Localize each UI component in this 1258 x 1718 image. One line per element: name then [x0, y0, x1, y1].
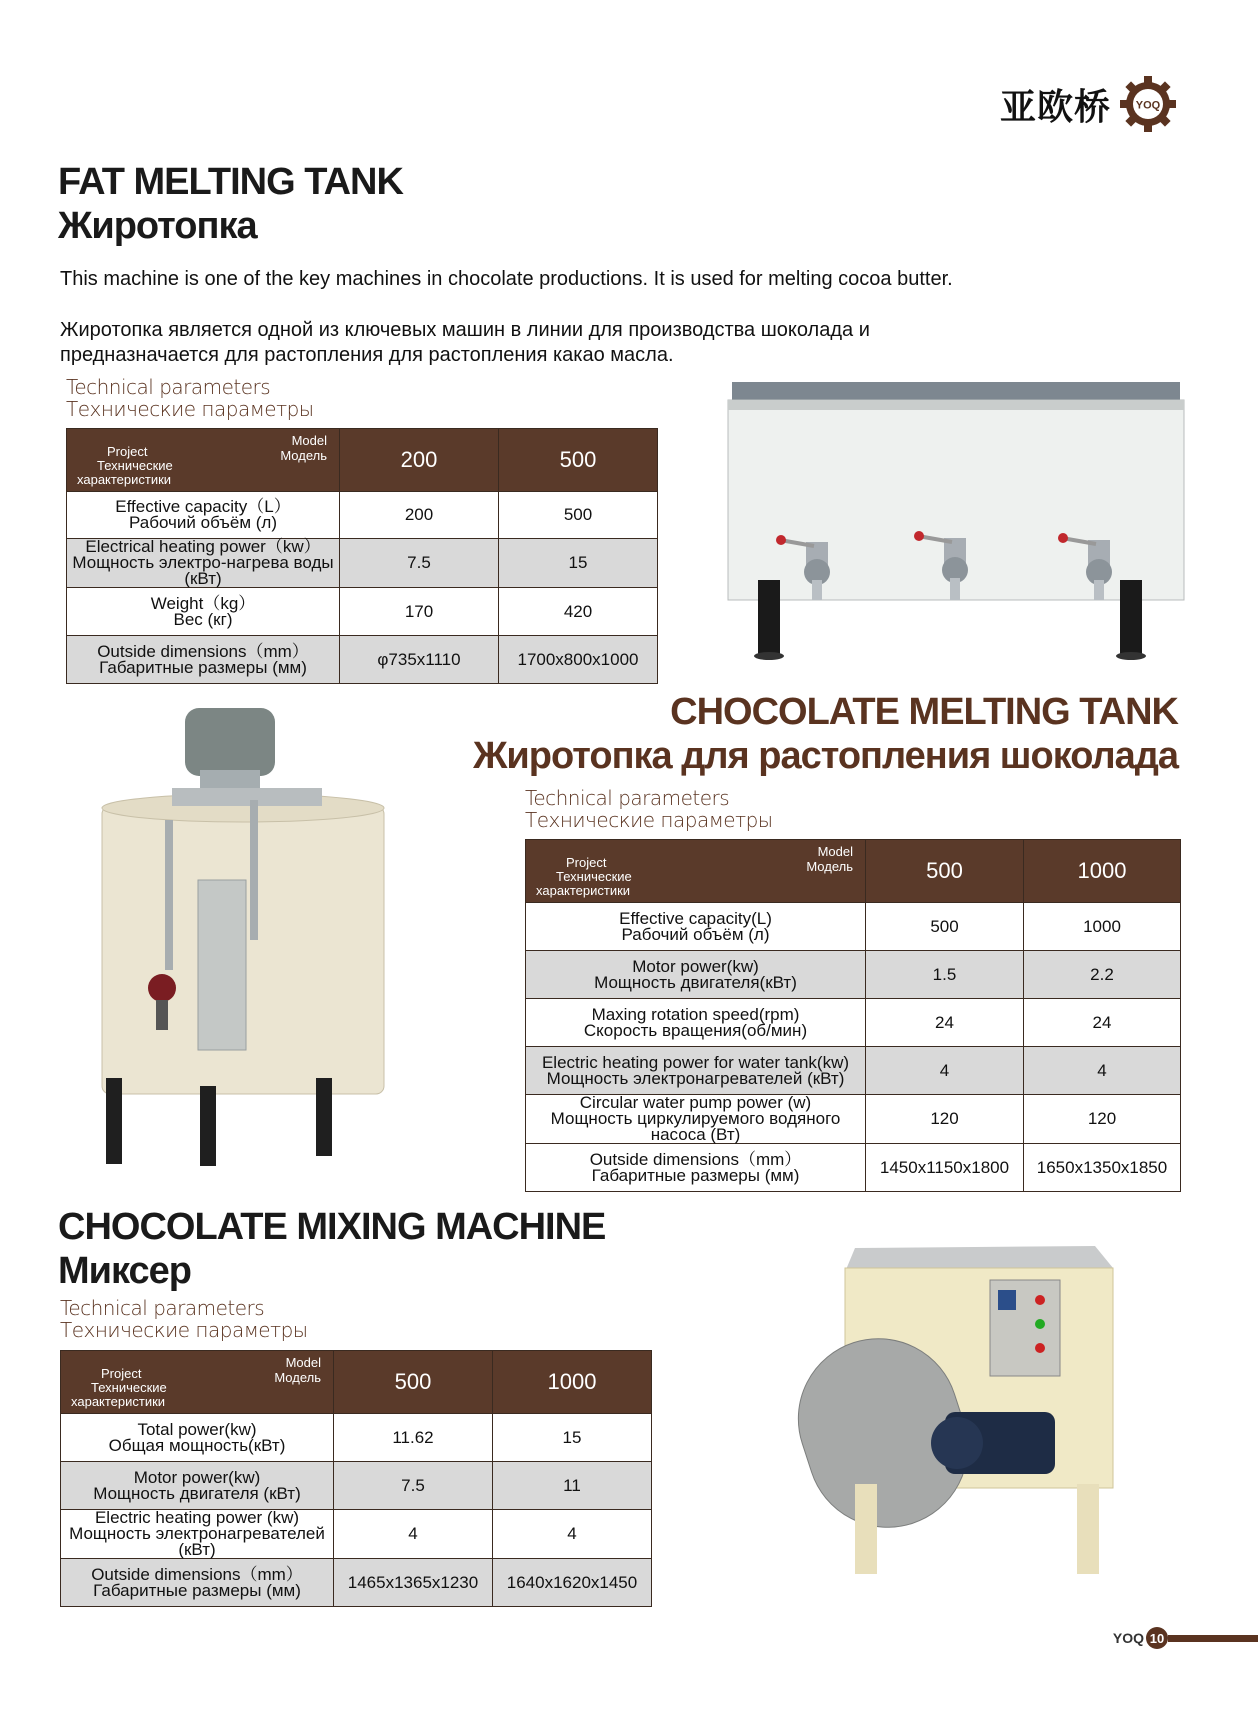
table-cell: 4 — [866, 1047, 1024, 1095]
table-row — [61, 1462, 652, 1510]
param-label: Circular water pump power (w) Мощность циркулируемого водяного насоса (Вт) — [526, 1095, 866, 1144]
table-row — [526, 1095, 1181, 1144]
table-cell: 1000 — [1024, 903, 1181, 951]
fat-title-en: FAT MELTING TANK — [58, 161, 403, 203]
footer-bar — [1168, 1635, 1258, 1642]
choc-melt-title-ru: Жиротопка для растопления шоколада — [473, 735, 1178, 777]
param-label: Weight（kg） Вес (кг) — [67, 588, 340, 636]
mixer-title-ru: Миксер — [58, 1250, 192, 1292]
table-cell: 24 — [1024, 999, 1181, 1047]
param-label: Effective capacity（L） Рабочий объём (л) — [67, 492, 340, 539]
mixer-title-en: CHOCOLATE MIXING MACHINE — [58, 1206, 606, 1248]
model-col: 500 — [866, 840, 1024, 903]
table-cell: 1465x1365x1230 — [334, 1559, 493, 1607]
param-label: Outside dimensions（mm） Габаритные размеры (мм) — [67, 636, 340, 684]
header-corner: Model Модель Project Технические характеристики — [67, 429, 340, 492]
table-cell: 1700x800x1000 — [499, 636, 658, 684]
choc-melt-tp-ru: Технические параметры — [525, 808, 773, 832]
table-cell: 500 — [499, 492, 658, 539]
table-cell: 1450x1150x1800 — [866, 1144, 1024, 1192]
param-label: Electric heating power (kw) Мощность электронагревателей (кВт) — [61, 1510, 334, 1559]
table-row — [526, 1144, 1181, 1192]
table-cell: 15 — [493, 1414, 652, 1462]
mixer-tp-en: Technical parameters — [60, 1296, 265, 1320]
table-row — [526, 951, 1181, 999]
table-row — [526, 903, 1181, 951]
fat-desc-en: This machine is one of the key machines in chocolate productions. It is used for melting cocoa butter. — [60, 268, 953, 290]
table-row — [61, 1414, 652, 1462]
table-cell: φ735x1110 — [340, 636, 499, 684]
model-col: 500 — [499, 429, 658, 492]
table-cell: 500 — [866, 903, 1024, 951]
table-row — [61, 1510, 652, 1559]
param-label: Total power(kw) Общая мощность(кВт) — [61, 1414, 334, 1462]
param-label: Electrical heating power（kw） Мощность электро-нагрева воды (кВт) — [67, 539, 340, 588]
page-number: 10 — [1146, 1627, 1168, 1649]
table-header-row — [67, 429, 658, 492]
table-row — [526, 1047, 1181, 1095]
table-row — [67, 492, 658, 539]
table-cell: 4 — [1024, 1047, 1181, 1095]
logo-badge: YOQ — [1135, 99, 1161, 112]
table-header-row — [61, 1351, 652, 1414]
table-cell: 4 — [493, 1510, 652, 1559]
table-row — [67, 539, 658, 588]
choc-melt-spec-table — [525, 839, 1181, 1192]
table-cell: 120 — [1024, 1095, 1181, 1144]
table-row — [67, 636, 658, 684]
param-label: Outside dimensions（mm） Габаритные размеры (мм) — [61, 1559, 334, 1607]
table-cell: 200 — [340, 492, 499, 539]
param-label: Motor power(kw) Мощность двигателя(кВт) — [526, 951, 866, 999]
choc-melt-tank-image — [90, 700, 410, 1170]
table-cell: 7.5 — [334, 1462, 493, 1510]
model-col: 1000 — [493, 1351, 652, 1414]
page-footer — [1113, 1626, 1258, 1650]
fat-tp-en: Technical parameters — [66, 375, 271, 399]
mixer-spec-table — [60, 1350, 652, 1607]
model-col: 500 — [334, 1351, 493, 1414]
table-cell: 120 — [866, 1095, 1024, 1144]
param-label: Motor power(kw) Мощность двигателя (кВт) — [61, 1462, 334, 1510]
header-corner: Model Модель Project Технические характеристики — [61, 1351, 334, 1414]
fat-tp-ru: Технические параметры — [66, 397, 314, 421]
table-row — [67, 588, 658, 636]
fat-desc-ru-1: Жиротопка является одной из ключевых машин в линии для производства шоколада и — [60, 319, 870, 341]
logo-text: 亚欧桥 — [1000, 86, 1112, 128]
model-col: 200 — [340, 429, 499, 492]
mixer-image — [795, 1228, 1125, 1588]
table-header-row — [526, 840, 1181, 903]
model-col: 1000 — [1024, 840, 1181, 903]
header-corner: Model Модель Project Технические характеристики — [526, 840, 866, 903]
table-cell: 11 — [493, 1462, 652, 1510]
param-label: Maxing rotation speed(rpm) Скорость вращения(об/мин) — [526, 999, 866, 1047]
param-label: Electric heating power for water tank(kw) Мощность электронагревателей (кВт) — [526, 1047, 866, 1095]
choc-melt-tp-en: Technical parameters — [525, 786, 730, 810]
table-cell: 170 — [340, 588, 499, 636]
mixer-tp-ru: Технические параметры — [60, 1318, 308, 1342]
fat-spec-table — [66, 428, 658, 684]
table-cell: 24 — [866, 999, 1024, 1047]
table-cell: 7.5 — [340, 539, 499, 588]
brand-logo — [1000, 78, 1177, 130]
table-cell: 2.2 — [1024, 951, 1181, 999]
table-cell: 11.62 — [334, 1414, 493, 1462]
gear-logo-icon — [1119, 75, 1177, 133]
choc-melt-title-en: CHOCOLATE MELTING TANK — [670, 691, 1178, 733]
param-label: Outside dimensions（mm） Габаритные размеры (мм) — [526, 1144, 866, 1192]
footer-brand: YOQ — [1112, 1630, 1144, 1646]
table-cell: 4 — [334, 1510, 493, 1559]
fat-tank-image — [720, 374, 1195, 664]
fat-desc-ru-2: предназначается для растопления для растопления какао масла. — [60, 344, 674, 366]
table-row — [526, 999, 1181, 1047]
table-cell: 420 — [499, 588, 658, 636]
table-cell: 1640x1620x1450 — [493, 1559, 652, 1607]
table-cell: 1650x1350x1850 — [1024, 1144, 1181, 1192]
table-cell: 15 — [499, 539, 658, 588]
table-row — [61, 1559, 652, 1607]
param-label: Effective capacity(L) Рабочий объём (л) — [526, 903, 866, 951]
table-cell: 1.5 — [866, 951, 1024, 999]
fat-title-ru: Жиротопка — [58, 205, 257, 247]
